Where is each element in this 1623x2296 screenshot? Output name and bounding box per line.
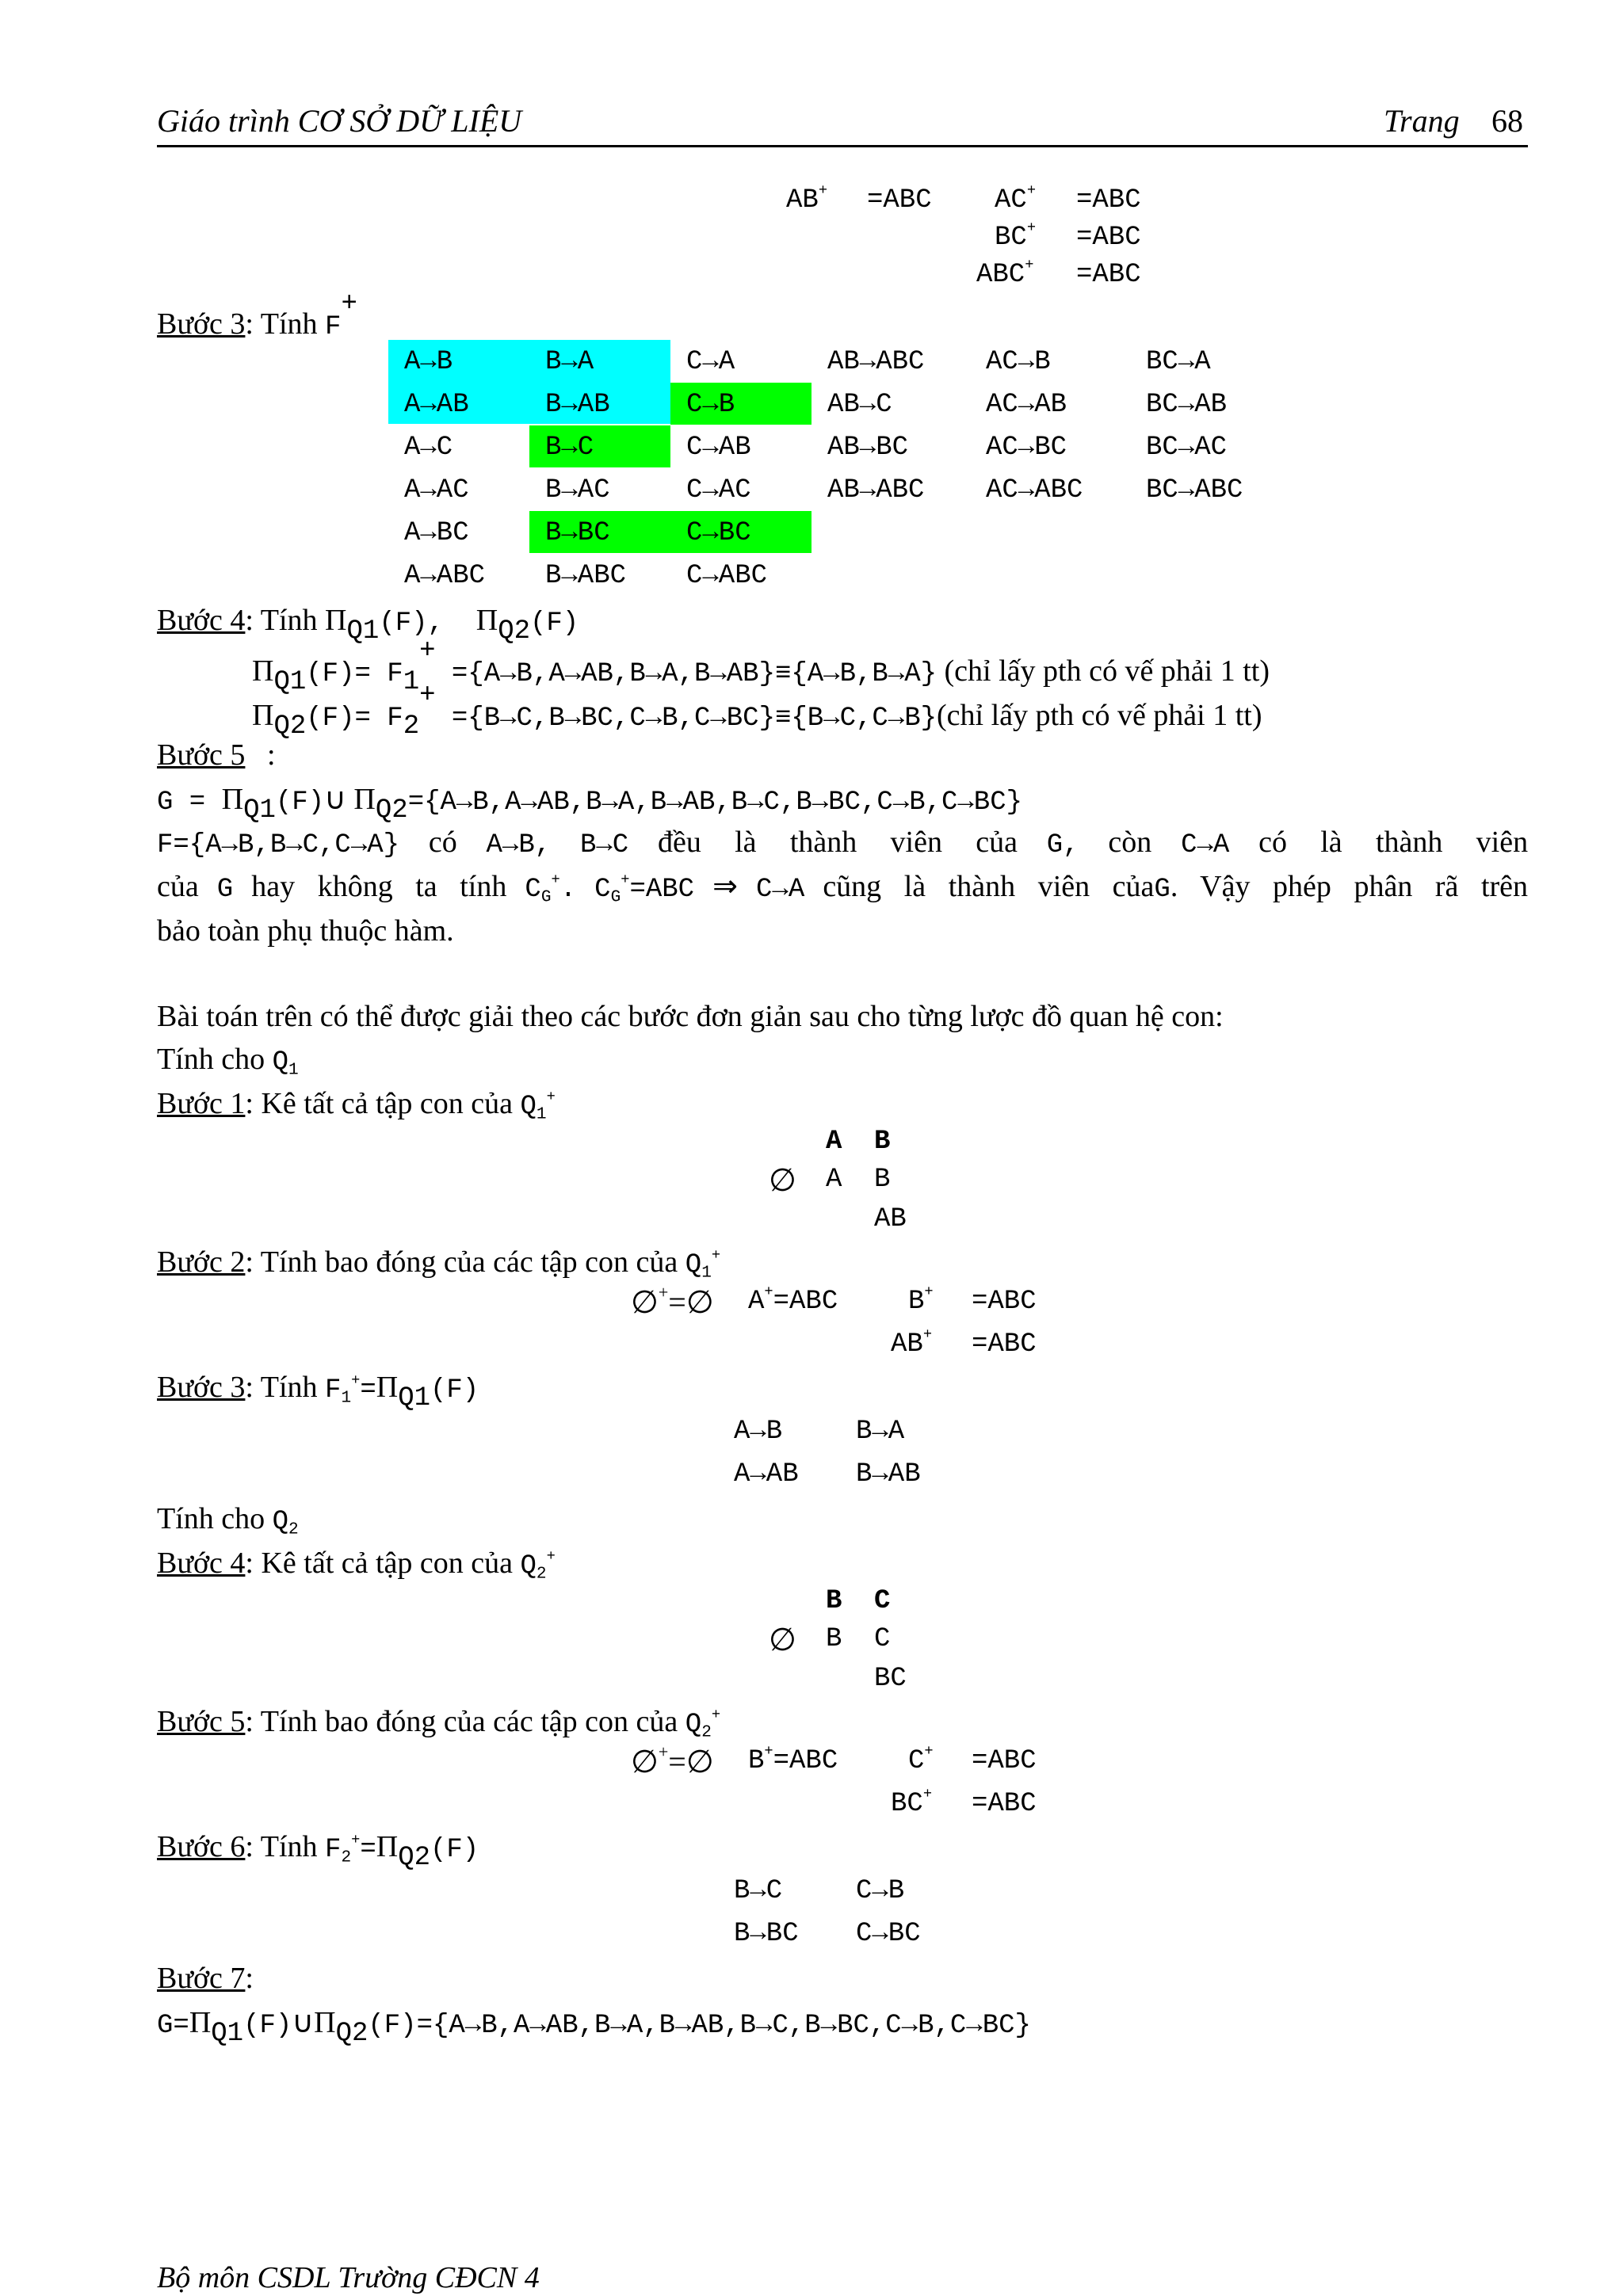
q2-step5-heading: Bước 5: Tính bao đóng của các tập con của $Q_2^+$ <box>157 1705 721 1742</box>
q2-step6-heading: Bước 6: Tính $F_2^+=\Pi_{Q2}(F)$ <box>157 1830 479 1874</box>
fplus-cell: AB→ABC <box>827 347 925 377</box>
fplus-cell: C→AC <box>686 475 751 505</box>
fplus-cell: BC→AC <box>1146 433 1228 463</box>
q1-b-closure: =ABC <box>972 1287 1037 1317</box>
closure-bc: BC+ <box>995 219 1037 253</box>
fplus-cell: B→AC <box>545 475 610 505</box>
step5-para-line3: bảo toàn phụ thuộc hàm. <box>157 914 454 948</box>
q1-subset-ab: AB <box>874 1204 907 1234</box>
q1-subset-a: A <box>826 1165 842 1195</box>
q1-step1-heading: Bước 1: Kê tất cả tập con của $Q_1^+$ <box>157 1087 556 1124</box>
step4-heading: Bước 4: Tính $\Pi_{Q1}(F)$, $\Pi_{Q2}(F)$ <box>157 604 579 647</box>
q1-a-closure: A+=ABC <box>748 1283 838 1317</box>
page-number: 68 <box>1491 103 1523 139</box>
fplus-cell: C→BC <box>686 518 751 548</box>
step5-g-line: $G = \Pi_{Q1}(F)\cup$ $\Pi_{Q2}=\{A\to B,A\to AB,B\to A,B\to AB,B\to C,B\to BC,C\to B,C\to BC\}$ <box>157 783 1023 826</box>
q2-empty-closure: ∅+=∅ <box>631 1741 714 1779</box>
tinh-cho-q2: Tính cho $Q_2$ <box>157 1502 299 1539</box>
q2-bc-closure-label: BC+ <box>891 1785 933 1819</box>
fplus-cell: B→AB <box>545 390 610 420</box>
fplus-cell: B→A <box>545 347 594 377</box>
fplus-cell: C→AB <box>686 433 751 463</box>
empty-set-icon: ∅ <box>769 1162 796 1198</box>
step7-g-line: $G=\Pi_{Q1}(F)\cup\Pi_{Q2}(F)=\{A\to B,A\to AB,B\to A,B\to AB,B\to C,B\to BC,C\to B,C\to BC\}$ <box>157 2006 1031 2050</box>
fplus-cell: C→ABC <box>686 561 768 591</box>
fplus-cell: B→BC <box>545 518 610 548</box>
fplus-cell: AC→BC <box>986 433 1067 463</box>
q1-step3-heading: Bước 3: Tính $F_1^+=\Pi_{Q1}(F)$ <box>157 1371 479 1414</box>
fplus-cell: A→C <box>404 433 453 463</box>
q2-fd: C→BC <box>856 1919 921 1949</box>
step7-heading: Bước 7: <box>157 1962 254 1995</box>
closure-ac-value: =ABC <box>1076 185 1141 215</box>
step4-line1: $\Pi_{Q1}(F)= F_1^+ =\{A\to B,A\to AB,B\to A,B\to AB\}\equiv\{A\to B,B\to A\}$ (chỉ lấy pth có vế phải 1 tt) <box>252 636 1270 698</box>
step5-colon: : <box>267 738 276 772</box>
step5-heading: Bước 5 <box>157 738 246 772</box>
q1-step2-heading: Bước 2: Tính bao đóng của các tập con của $Q_1^+$ <box>157 1245 721 1283</box>
fplus-cell: A→AC <box>404 475 469 505</box>
closure-ac: AC+ <box>995 181 1037 215</box>
q2-fd: B→C <box>734 1876 783 1906</box>
intro-text: Bài toán trên có thể được giải theo các bước đơn giản sau cho từng lược đồ quan hệ con: <box>157 1000 1224 1033</box>
fplus-cell: AC→AB <box>986 390 1067 420</box>
fplus-cell: AC→ABC <box>986 475 1083 505</box>
q2-attr-b: B <box>826 1586 842 1616</box>
q1-b-closure-label: B+ <box>908 1283 934 1317</box>
q2-c-closure-label: C+ <box>908 1742 934 1776</box>
q2-attr-c: C <box>874 1586 891 1616</box>
q2-fd: B→BC <box>734 1919 799 1949</box>
q2-fd: C→B <box>856 1876 905 1906</box>
fplus-cell: A→AB <box>404 390 469 420</box>
fplus-cell: AB→BC <box>827 433 909 463</box>
fplus-cell: A→B <box>404 347 453 377</box>
closure-abc: ABC+ <box>976 256 1034 290</box>
q1-attr-a: A <box>826 1127 842 1157</box>
fplus-cell: BC→A <box>1146 347 1211 377</box>
closure-ab: AB+ <box>786 181 828 215</box>
fplus-cell: AC→B <box>986 347 1051 377</box>
fplus-cell: BC→AB <box>1146 390 1228 420</box>
q2-subset-c: C <box>874 1624 891 1654</box>
q2-step4-heading: Bước 4: Kê tất cả tập con của $Q_2^+$ <box>157 1547 556 1584</box>
fplus-cell: AB→C <box>827 390 892 420</box>
closure-bc-value: =ABC <box>1076 223 1141 253</box>
step5-para-line1: F={A→B,B→C,C→A} có A→B, B→C đều là thành viên của G, còn C→A có là thành viên <box>157 826 1529 860</box>
fplus-cell: BC→ABC <box>1146 475 1243 505</box>
header-page-label: Trang <box>1384 103 1460 139</box>
q2-bc-closure: =ABC <box>972 1789 1037 1819</box>
fplus-cell: A→BC <box>404 518 469 548</box>
fplus-cell: A→ABC <box>404 561 486 591</box>
empty-set-icon: ∅ <box>769 1622 796 1657</box>
q1-fd: B→AB <box>856 1459 921 1489</box>
q1-attr-b: B <box>874 1127 891 1157</box>
q1-subset-b: B <box>874 1165 891 1195</box>
closure-abc-value: =ABC <box>1076 260 1141 290</box>
closure-ab-value: =ABC <box>867 185 932 215</box>
fplus-cell: C→B <box>686 390 735 420</box>
q1-fd: A→AB <box>734 1459 799 1489</box>
step4-line2: $\Pi_{Q2}(F)= F_2^+$ ={B→C,B→BC,C→B,C→BC}≡{B→C,C→B}(chỉ lấy pth có vế phải 1 tt) <box>252 681 1262 742</box>
q2-subset-bc: BC <box>874 1664 907 1694</box>
tinh-cho-q1: Tính cho $Q_1$ <box>157 1043 299 1080</box>
step5-para-line2: của G hay không ta tính $C_G^+$. $C_G^+=ABC$ ⇒ C→A cũng là thành viên củaG. Vậy phép phân rã trên <box>157 870 1529 907</box>
q2-b-closure: B+=ABC <box>748 1742 838 1776</box>
q1-ab-closure: =ABC <box>972 1329 1037 1360</box>
step3-heading: Bước 3: Tính F+ <box>157 289 357 342</box>
header-rule <box>157 145 1528 147</box>
fplus-cell: C→A <box>686 347 735 377</box>
fplus-cell: B→C <box>545 433 594 463</box>
q1-ab-closure-label: AB+ <box>891 1325 933 1360</box>
q2-subset-b: B <box>826 1624 842 1654</box>
q1-empty-closure: ∅+=∅ <box>631 1282 714 1320</box>
q1-fd: B→A <box>856 1417 905 1447</box>
q2-c-closure: =ABC <box>972 1746 1037 1776</box>
footer-text: Bộ môn CSDL Trường CĐCN 4 <box>157 2261 540 2294</box>
fplus-cell: AB→ABC <box>827 475 925 505</box>
header-title: Giáo trình CƠ SỞ DỮ LIỆU <box>157 103 522 139</box>
fplus-cell: B→ABC <box>545 561 627 591</box>
q1-fd: A→B <box>734 1417 783 1447</box>
